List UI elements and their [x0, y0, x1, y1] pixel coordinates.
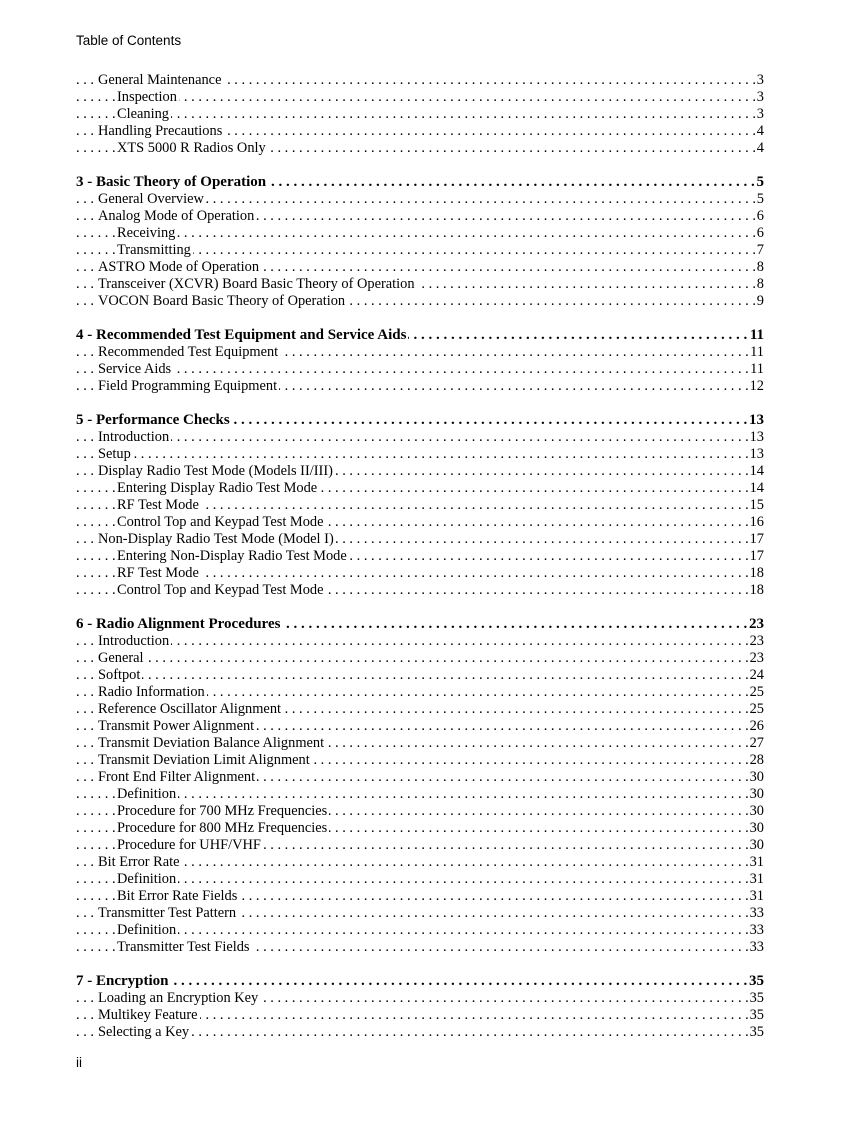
toc-entry-title: Procedure for 800 MHz Frequencies — [117, 820, 328, 836]
toc-entry-title: Display Radio Test Mode (Models II/III) — [98, 463, 333, 479]
toc-entry-title: 7 - Encryption — [76, 973, 169, 989]
toc-entry-title: General Maintenance — [98, 72, 222, 88]
toc-entry[interactable] — [76, 480, 764, 497]
toc-entry-page: 8 — [756, 259, 764, 275]
toc-entry-page: 14 — [749, 480, 764, 496]
toc-entry-page: 28 — [749, 752, 764, 768]
toc-entry-title: Radio Information — [98, 684, 205, 700]
toc-chapter-entry[interactable] — [76, 973, 764, 990]
toc-entry[interactable] — [76, 769, 764, 786]
dot-leader — [76, 973, 764, 990]
table-of-contents — [76, 72, 764, 1041]
toc-entry-page: 23 — [749, 633, 764, 649]
toc-entry[interactable] — [76, 378, 764, 395]
toc-entry[interactable] — [76, 497, 764, 514]
toc-entry-title: Analog Mode of Operation — [98, 208, 255, 224]
toc-entry[interactable] — [76, 531, 764, 548]
toc-entry-page: 11 — [750, 361, 764, 377]
toc-entry[interactable] — [76, 140, 764, 157]
toc-entry-title: Reference Oscillator Alignment — [98, 701, 282, 717]
toc-entry-title: 3 - Basic Theory of Operation — [76, 174, 267, 190]
toc-entry[interactable] — [76, 582, 764, 599]
toc-entry-page: 24 — [749, 667, 764, 683]
toc-entry[interactable] — [76, 429, 764, 446]
toc-entry-title: Recommended Test Equipment — [98, 344, 279, 360]
page-header: Table of Contents — [76, 33, 182, 48]
toc-entry-page: 18 — [749, 565, 764, 581]
toc-entry-page: 35 — [749, 1024, 764, 1040]
toc-entry-page: 27 — [749, 735, 764, 751]
toc-entry-title: Service Aids — [98, 361, 172, 377]
toc-entry-page: 31 — [749, 888, 764, 904]
toc-entry-page: 11 — [750, 344, 764, 360]
dot-leader — [76, 667, 764, 684]
toc-entry-title: XTS 5000 R Radios Only — [117, 140, 266, 156]
toc-entry-title: Field Programming Equipment — [98, 378, 278, 394]
toc-entry-title: 4 - Recommended Test Equipment and Service Aids — [76, 327, 407, 343]
toc-entry-page: 33 — [749, 939, 764, 955]
toc-entry-title: Handling Precautions — [98, 123, 223, 139]
toc-entry-page: 30 — [749, 837, 764, 853]
toc-entry-title: Bit Error Rate — [98, 854, 180, 870]
toc-entry-title: Entering Display Radio Test Mode — [117, 480, 318, 496]
toc-entry[interactable] — [76, 344, 764, 361]
toc-entry-page: 30 — [749, 769, 764, 785]
toc-entry-title: RF Test Mode — [117, 565, 199, 581]
toc-entry-title: General Overview — [98, 191, 204, 207]
dot-leader — [76, 786, 764, 803]
toc-entry-title: Transceiver (XCVR) Board Basic Theory of Operation — [98, 276, 415, 292]
section-spacer — [76, 599, 764, 616]
toc-entry[interactable] — [76, 684, 764, 701]
toc-entry-title: Procedure for 700 MHz Frequencies — [117, 803, 328, 819]
toc-entry-page: 33 — [749, 905, 764, 921]
toc-entry-title: Procedure for UHF/VHF — [117, 837, 261, 853]
toc-entry-page: 13 — [749, 446, 764, 462]
toc-entry-page: 13 — [749, 429, 764, 445]
toc-entry-page: 35 — [749, 1007, 764, 1023]
toc-entry-title: Setup — [98, 446, 131, 462]
toc-entry-page: 31 — [749, 854, 764, 870]
toc-entry-page: 31 — [749, 871, 764, 887]
toc-entry-page: 4 — [756, 140, 764, 156]
toc-entry[interactable] — [76, 871, 764, 888]
toc-entry-title: Bit Error Rate Fields — [117, 888, 238, 904]
toc-entry-page: 18 — [749, 582, 764, 598]
toc-entry-title: Multikey Feature — [98, 1007, 198, 1023]
toc-entry[interactable] — [76, 89, 764, 106]
toc-entry-page: 9 — [756, 293, 764, 309]
toc-entry-page: 12 — [749, 378, 764, 394]
toc-entry[interactable] — [76, 1024, 764, 1041]
toc-entry-title: Receiving — [117, 225, 176, 241]
toc-entry-title: Softpot — [98, 667, 141, 683]
toc-entry-page: 30 — [749, 820, 764, 836]
toc-entry[interactable] — [76, 837, 764, 854]
toc-entry[interactable] — [76, 548, 764, 565]
toc-entry-page: 5 — [756, 191, 764, 207]
toc-entry-page: 33 — [749, 922, 764, 938]
dot-leader — [76, 633, 764, 650]
toc-entry[interactable] — [76, 1007, 764, 1024]
toc-entry-page: 3 — [756, 106, 764, 122]
toc-entry-title: RF Test Mode — [117, 497, 199, 513]
toc-entry[interactable] — [76, 565, 764, 582]
toc-chapter-entry[interactable] — [76, 412, 764, 429]
toc-entry-page: 35 — [749, 990, 764, 1006]
dot-leader — [76, 650, 764, 667]
toc-entry-title: General — [98, 650, 144, 666]
toc-entry[interactable] — [76, 939, 764, 956]
toc-entry[interactable] — [76, 752, 764, 769]
toc-entry-title: Inspection — [117, 89, 177, 105]
toc-entry[interactable] — [76, 361, 764, 378]
toc-chapter-entry[interactable] — [76, 616, 764, 633]
toc-entry-page: 6 — [756, 225, 764, 241]
toc-entry-page: 11 — [749, 327, 764, 343]
toc-entry-title: Transmit Power Alignment — [98, 718, 255, 734]
toc-entry-title: Loading an Encryption Key — [98, 990, 259, 1006]
dot-leader — [76, 106, 764, 123]
toc-entry[interactable] — [76, 633, 764, 650]
toc-entry[interactable] — [76, 735, 764, 752]
toc-entry[interactable] — [76, 208, 764, 225]
page-number: ii — [76, 1055, 82, 1070]
toc-entry-page: 6 — [756, 208, 764, 224]
toc-entry[interactable] — [76, 225, 764, 242]
toc-entry-page: 8 — [756, 276, 764, 292]
toc-entry-title: 5 - Performance Checks — [76, 412, 230, 428]
toc-entry-title: Transmitting — [117, 242, 191, 258]
toc-entry[interactable] — [76, 990, 764, 1007]
toc-entry-page: 26 — [749, 718, 764, 734]
toc-entry[interactable] — [76, 820, 764, 837]
toc-entry-page: 15 — [749, 497, 764, 513]
toc-entry-title: Definition — [117, 922, 177, 938]
toc-entry-title: Front End Filter Alignment — [98, 769, 256, 785]
toc-entry-page: 3 — [756, 72, 764, 88]
toc-entry[interactable] — [76, 293, 764, 310]
section-spacer — [76, 157, 764, 174]
toc-entry[interactable] — [76, 888, 764, 905]
toc-entry[interactable] — [76, 803, 764, 820]
toc-entry[interactable] — [76, 242, 764, 259]
toc-entry-page: 4 — [756, 123, 764, 139]
toc-entry-page: 14 — [749, 463, 764, 479]
toc-entry-title: Control Top and Keypad Test Mode — [117, 514, 324, 530]
toc-entry-page: 35 — [749, 973, 764, 989]
toc-entry-title: Non-Display Radio Test Mode (Model I) — [98, 531, 334, 547]
dot-leader — [76, 429, 764, 446]
toc-entry-title: Entering Non-Display Radio Test Mode — [117, 548, 347, 564]
toc-entry[interactable] — [76, 667, 764, 684]
toc-entry-title: Transmitter Test Fields — [117, 939, 250, 955]
toc-entry[interactable] — [76, 514, 764, 531]
toc-entry-title: ASTRO Mode of Operation — [98, 259, 260, 275]
toc-entry[interactable] — [76, 72, 764, 89]
toc-entry-page: 25 — [749, 684, 764, 700]
toc-entry-page: 23 — [749, 616, 764, 632]
toc-entry-title: 6 - Radio Alignment Procedures — [76, 616, 281, 632]
dot-leader — [76, 922, 764, 939]
toc-entry[interactable] — [76, 463, 764, 480]
toc-entry-title: Selecting a Key — [98, 1024, 190, 1040]
toc-entry[interactable] — [76, 106, 764, 123]
dot-leader — [76, 225, 764, 242]
toc-chapter-entry[interactable] — [76, 327, 764, 344]
toc-entry-title: Transmit Deviation Limit Alignment — [98, 752, 310, 768]
toc-entry-title: Cleaning — [117, 106, 169, 122]
toc-entry-title: Introduction — [98, 633, 170, 649]
toc-entry[interactable] — [76, 446, 764, 463]
toc-entry-page: 13 — [749, 412, 764, 428]
toc-entry-page: 17 — [749, 531, 764, 547]
toc-entry-page: 5 — [756, 174, 764, 190]
section-spacer — [76, 310, 764, 327]
toc-entry[interactable] — [76, 922, 764, 939]
dot-leader — [76, 89, 764, 106]
toc-entry-title: Transmitter Test Pattern — [98, 905, 237, 921]
toc-entry-title: Introduction — [98, 429, 170, 445]
section-spacer — [76, 395, 764, 412]
toc-entry-page: 30 — [749, 786, 764, 802]
toc-entry-page: 17 — [749, 548, 764, 564]
toc-chapter-entry[interactable] — [76, 174, 764, 191]
dot-leader — [76, 361, 764, 378]
toc-entry-page: 7 — [756, 242, 764, 258]
section-spacer — [76, 956, 764, 973]
toc-entry-title: VOCON Board Basic Theory of Operation — [98, 293, 346, 309]
toc-entry-title: Transmit Deviation Balance Alignment — [98, 735, 325, 751]
toc-entry[interactable] — [76, 786, 764, 803]
toc-entry-page: 25 — [749, 701, 764, 717]
dot-leader — [76, 446, 764, 463]
toc-entry-page: 3 — [756, 89, 764, 105]
toc-entry-title: Definition — [117, 871, 177, 887]
toc-entry[interactable] — [76, 701, 764, 718]
toc-entry[interactable] — [76, 123, 764, 140]
toc-entry[interactable] — [76, 191, 764, 208]
toc-entry[interactable] — [76, 854, 764, 871]
toc-entry[interactable] — [76, 718, 764, 735]
dot-leader — [76, 871, 764, 888]
toc-entry-title: Control Top and Keypad Test Mode — [117, 582, 324, 598]
toc-entry[interactable] — [76, 276, 764, 293]
toc-entry-page: 30 — [749, 803, 764, 819]
toc-entry[interactable] — [76, 650, 764, 667]
toc-entry-title: Definition — [117, 786, 177, 802]
toc-entry[interactable] — [76, 905, 764, 922]
toc-entry-page: 16 — [749, 514, 764, 530]
toc-entry[interactable] — [76, 259, 764, 276]
toc-entry-page: 23 — [749, 650, 764, 666]
